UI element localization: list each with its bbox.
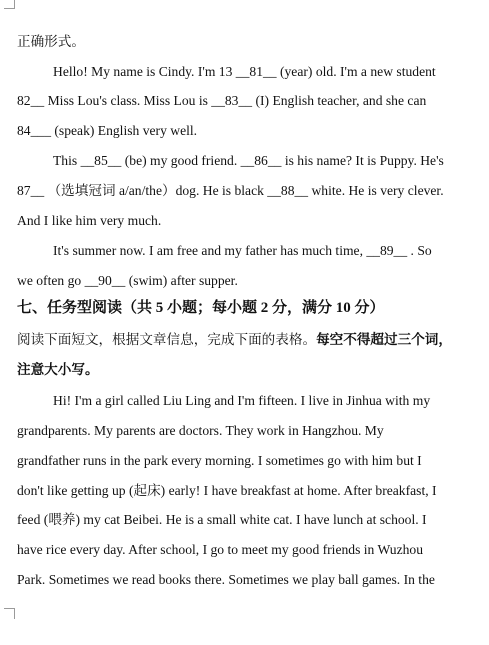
passage-line-5: feed (喂养) my cat Beibei. He is a small white cat. I have lunch at school. I (17, 512, 427, 527)
text-line-8: It's summer now. I am free and my father has much time, __89__ . So (53, 243, 432, 258)
instructions-line (17, 331, 479, 349)
text-line-5: This __85__ (be) my good friend. __86__ is his name? It is Puppy. He's (53, 153, 444, 168)
text-line-1: 正确形式。 (17, 34, 85, 49)
instructions-text: 阅读下面短文，根据文章信息，完成下面的表格。 (17, 332, 317, 347)
passage-line-3: grandfather runs in the park every morning. I sometimes go with him but I (17, 453, 422, 468)
passage-line-4: don't like getting up (起床) early! I have breakfast at home. After breakfast, I (17, 483, 437, 498)
page-corner-mark-bottom (4, 608, 15, 619)
instructions-line-2: 注意大小写。 (17, 362, 99, 377)
passage-line-7: Park. Sometimes we read books there. Sometimes we play ball games. In the (17, 572, 435, 587)
page-corner-mark-top (4, 0, 15, 9)
passage-line-1: Hi! I'm a girl called Liu Ling and I'm fifteen. I live in Jinhua with my (53, 393, 431, 408)
text-line-7: And I like him very much. (17, 213, 162, 228)
passage-line-2: grandparents. My parents are doctors. They work in Hangzhou. My (17, 423, 384, 438)
text-line-4: 84___ (speak) English very well. (17, 123, 198, 138)
text-line-3: 82__ Miss Lou's class. Miss Lou is __83__ (I) English teacher, and she can (17, 93, 427, 108)
text-line-9: we often go __90__ (swim) after supper. (17, 273, 238, 288)
instructions-emphasis: 每空不得超过三个词， (316, 332, 452, 347)
passage-line-6: have rice every day. After school, I go to meet my good friends in Wuzhou (17, 542, 424, 557)
text-line-2: Hello! My name is Cindy. I'm 13 __81__ (year) old. I'm a new student (53, 64, 436, 79)
section-heading: 七、任务型阅读（共 5 小题；每小题 2 分，满分 10 分） (17, 300, 385, 316)
text-line-6: 87__ （选填冠词 a/an/the）dog. He is black __88__ white. He is very clever. (17, 183, 444, 198)
